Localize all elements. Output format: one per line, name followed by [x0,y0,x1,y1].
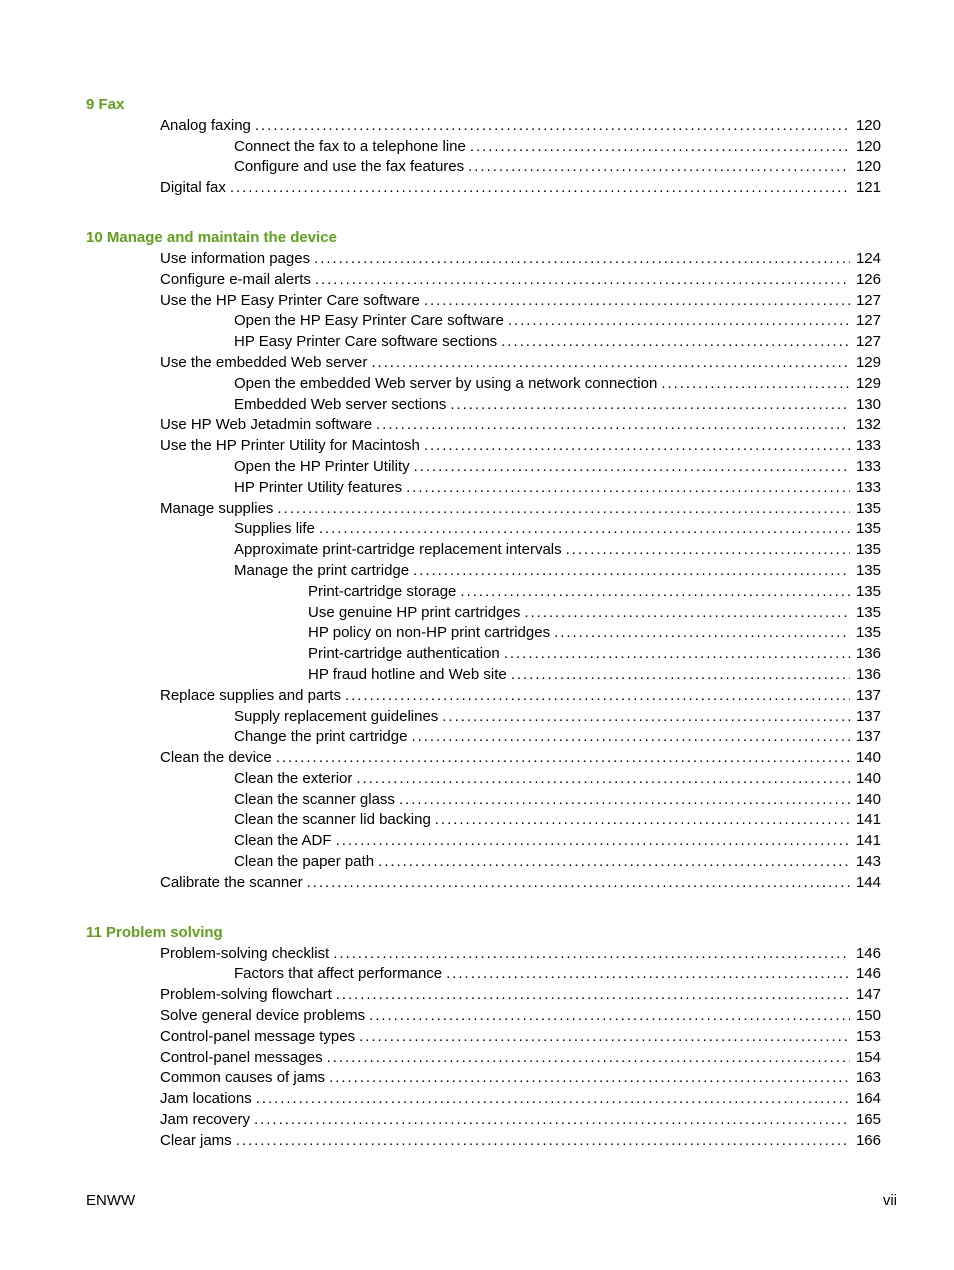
dot-leader [314,249,850,270]
toc-entry[interactable] [160,1027,881,1048]
dot-leader [399,790,850,811]
toc-entry-page-number: 163 [855,1069,881,1087]
toc-entry-page-number: 135 [855,520,881,538]
dot-leader [378,852,850,873]
toc-entry-label: Jam recovery [160,1111,251,1129]
toc-entry-label: Calibrate the scanner [160,873,303,891]
toc-entry[interactable] [160,1006,881,1027]
dot-leader [256,1089,850,1110]
toc-entry[interactable] [160,353,881,374]
dot-leader [376,415,850,436]
table-of-contents [0,95,954,1181]
toc-entry-label: Use genuine HP print cartridges [308,603,521,621]
toc-entry[interactable] [160,1110,881,1131]
toc-entry-label: Replace supplies and parts [160,686,341,704]
toc-entry-label: Embedded Web server sections [234,395,447,413]
toc-entry[interactable] [160,270,881,291]
toc-entry-page-number: 146 [855,965,881,983]
toc-entry[interactable] [160,249,881,270]
toc-entry-label: Manage the print cartridge [234,561,410,579]
dot-leader [504,644,850,665]
toc-chapter [0,923,954,1152]
toc-entry-label: Solve general device problems [160,1007,366,1025]
toc-entry-label: Clean the exterior [234,769,353,787]
toc-entry-label: Use HP Web Jetadmin software [160,416,373,434]
toc-entry-page-number: 147 [855,986,881,1004]
toc-entry[interactable] [308,603,881,624]
toc-entry[interactable] [234,769,881,790]
dot-leader [435,810,850,831]
toc-entry-page-number: 137 [855,686,881,704]
dot-leader [230,178,850,199]
dot-leader [315,270,850,291]
toc-entry-label: HP Easy Printer Care software sections [234,333,498,351]
toc-entry-page-number: 120 [855,158,881,176]
toc-entry-label: Clean the scanner glass [234,790,395,808]
toc-entry[interactable] [234,137,881,158]
toc-entry[interactable] [234,540,881,561]
toc-entry[interactable] [234,561,881,582]
toc-entry[interactable] [308,665,881,686]
toc-entry-label: Control-panel message types [160,1027,356,1045]
dot-leader [460,582,850,603]
toc-entry[interactable] [160,1131,881,1152]
toc-entry-page-number: 137 [855,728,881,746]
dot-leader [236,1131,850,1152]
toc-entry-label: Configure e-mail alerts [160,270,311,288]
toc-entry-page-number: 141 [855,811,881,829]
toc-entry-page-number: 141 [855,832,881,850]
toc-entry-page-number: 135 [855,499,881,517]
toc-entry[interactable] [160,686,881,707]
toc-entry-label: Clear jams [160,1131,232,1149]
dot-leader [450,395,850,416]
dot-leader [371,353,850,374]
dot-leader [277,499,850,520]
dot-leader [411,727,850,748]
toc-entry[interactable] [160,748,881,769]
toc-entry[interactable] [234,810,881,831]
toc-entry-page-number: 136 [855,665,881,683]
toc-entry-page-number: 133 [855,437,881,455]
toc-entry[interactable] [160,985,881,1006]
footer-page-number: vii [882,1192,897,1209]
toc-entry-page-number: 140 [855,769,881,787]
toc-entry-page-number: 133 [855,457,881,475]
dot-leader [307,873,850,894]
toc-entry-label: Digital fax [160,179,226,197]
toc-entry-page-number: 143 [855,853,881,871]
toc-entry[interactable] [234,790,881,811]
toc-entry-page-number: 135 [855,541,881,559]
toc-entry[interactable] [234,332,881,353]
toc-entry[interactable] [160,499,881,520]
dot-leader [446,964,850,985]
toc-entry-page-number: 150 [855,1007,881,1025]
dot-leader [406,478,850,499]
toc-entry-page-number: 164 [855,1090,881,1108]
toc-entry-page-number: 165 [855,1111,881,1129]
toc-entry-label: Manage supplies [160,499,274,517]
dot-leader [524,603,850,624]
toc-entry[interactable] [160,415,881,436]
dot-leader [413,561,850,582]
dot-leader [327,1048,850,1069]
dot-leader [661,374,850,395]
toc-entry[interactable] [234,457,881,478]
toc-entry[interactable] [308,623,881,644]
toc-entry-page-number: 135 [855,603,881,621]
toc-entry-page-number: 135 [855,582,881,600]
toc-entry-page-number: 127 [855,333,881,351]
toc-entry-label: Common causes of jams [160,1069,326,1087]
toc-entry-label: Use the embedded Web server [160,353,368,371]
toc-entry-label: HP Printer Utility features [234,478,403,496]
toc-entry[interactable] [234,707,881,728]
dot-leader [424,436,850,457]
toc-entry-label: Use the HP Easy Printer Care software [160,291,420,309]
toc-entry-page-number: 120 [855,137,881,155]
toc-entry-label: Use information pages [160,249,311,267]
toc-entry[interactable] [234,964,881,985]
toc-entry-page-number: 140 [855,749,881,767]
toc-entry-label: Clean the paper path [234,853,375,871]
dot-leader [468,157,850,178]
toc-entry-page-number: 121 [855,179,881,197]
toc-entry-page-number: 126 [855,270,881,288]
toc-entry-page-number: 130 [855,395,881,413]
dot-leader [554,623,850,644]
toc-entry[interactable] [234,478,881,499]
dot-leader [345,686,850,707]
toc-entry-page-number: 129 [855,353,881,371]
toc-entry-label: Supply replacement guidelines [234,707,439,725]
dot-leader [255,116,850,137]
toc-entry[interactable] [234,395,881,416]
toc-entry[interactable] [160,178,881,199]
toc-entry[interactable] [160,1068,881,1089]
dot-leader [424,291,850,312]
toc-entry[interactable] [160,436,881,457]
toc-entry[interactable] [160,1089,881,1110]
toc-entry-page-number: 135 [855,624,881,642]
toc-entry[interactable] [234,727,881,748]
toc-entry-label: Print-cartridge storage [308,582,457,600]
dot-leader [336,831,850,852]
toc-entry-label: Use the HP Printer Utility for Macintosh [160,437,420,455]
toc-entry-label: Approximate print-cartridge replacement intervals [234,541,562,559]
toc-entry-page-number: 135 [855,561,881,579]
toc-entry-page-number: 166 [855,1131,881,1149]
dot-leader [336,985,850,1006]
toc-entry[interactable] [234,157,881,178]
toc-chapter [0,228,954,894]
toc-entry[interactable] [234,852,881,873]
toc-entry-label: Factors that affect performance [234,965,443,983]
dot-leader [511,665,850,686]
toc-entry-page-number: 124 [855,249,881,267]
toc-entry-page-number: 137 [855,707,881,725]
toc-entry-page-number: 132 [855,416,881,434]
toc-entry-label: Supplies life [234,520,315,538]
toc-entry-page-number: 154 [855,1048,881,1066]
toc-entry-label: Print-cartridge authentication [308,645,500,663]
toc-entry[interactable] [160,873,881,894]
dot-leader [359,1027,850,1048]
toc-entry-page-number: 127 [855,312,881,330]
toc-entry-label: Clean the ADF [234,832,332,850]
toc-entry[interactable] [234,831,881,852]
toc-entry[interactable] [160,944,881,965]
toc-chapter [0,95,954,199]
toc-entry[interactable] [160,1048,881,1069]
toc-entry-label: HP policy on non-HP print cartridges [308,624,551,642]
dot-leader [442,707,850,728]
toc-entry[interactable] [308,644,881,665]
dot-leader [566,540,850,561]
dot-leader [356,769,850,790]
toc-entry-label: HP fraud hotline and Web site [308,665,507,683]
toc-entry-label: Jam locations [160,1090,252,1108]
dot-leader [333,944,850,965]
dot-leader [319,519,850,540]
toc-entry-label: Clean the device [160,749,272,767]
toc-entry-label: Open the embedded Web server by using a network connection [234,374,658,392]
dot-leader [508,311,850,332]
toc-entry-page-number: 153 [855,1027,881,1045]
dot-leader [501,332,850,353]
toc-entry-page-number: 120 [855,116,881,134]
toc-entry-label: Open the HP Easy Printer Care software [234,312,504,330]
toc-entry-page-number: 140 [855,790,881,808]
toc-entry-page-number: 136 [855,645,881,663]
toc-entry-label: Problem-solving flowchart [160,986,332,1004]
dot-leader [329,1068,850,1089]
toc-entry[interactable] [160,291,881,312]
toc-entry-label: Connect the fax to a telephone line [234,137,466,155]
dot-leader [254,1110,850,1131]
toc-entry[interactable] [234,374,881,395]
toc-entry[interactable] [160,116,881,137]
toc-entry-label: Open the HP Printer Utility [234,457,410,475]
toc-entry-page-number: 144 [855,873,881,891]
toc-entry[interactable] [234,311,881,332]
dot-leader [414,457,850,478]
toc-entry-label: Analog faxing [160,116,251,134]
chapter-heading[interactable]: 9 Fax [86,96,125,113]
chapter-heading[interactable]: 11 Problem solving [86,923,223,941]
toc-entry-label: Configure and use the fax features [234,158,465,176]
toc-entry-page-number: 146 [855,944,881,962]
toc-entry-label: Problem-solving checklist [160,944,330,962]
toc-entry[interactable] [234,519,881,540]
dot-leader [369,1006,850,1027]
toc-entry-label: Clean the scanner lid backing [234,811,431,829]
toc-entry[interactable] [308,582,881,603]
chapter-heading[interactable]: 10 Manage and maintain the device [86,229,337,247]
toc-entry-label: Change the print cartridge [234,728,408,746]
toc-entry-label: Control-panel messages [160,1048,323,1066]
dot-leader [470,137,850,158]
footer-doc-id: ENWW [86,1192,136,1209]
toc-entry-page-number: 127 [855,291,881,309]
toc-entry-page-number: 133 [855,478,881,496]
toc-entry-page-number: 129 [855,374,881,392]
dot-leader [276,748,850,769]
